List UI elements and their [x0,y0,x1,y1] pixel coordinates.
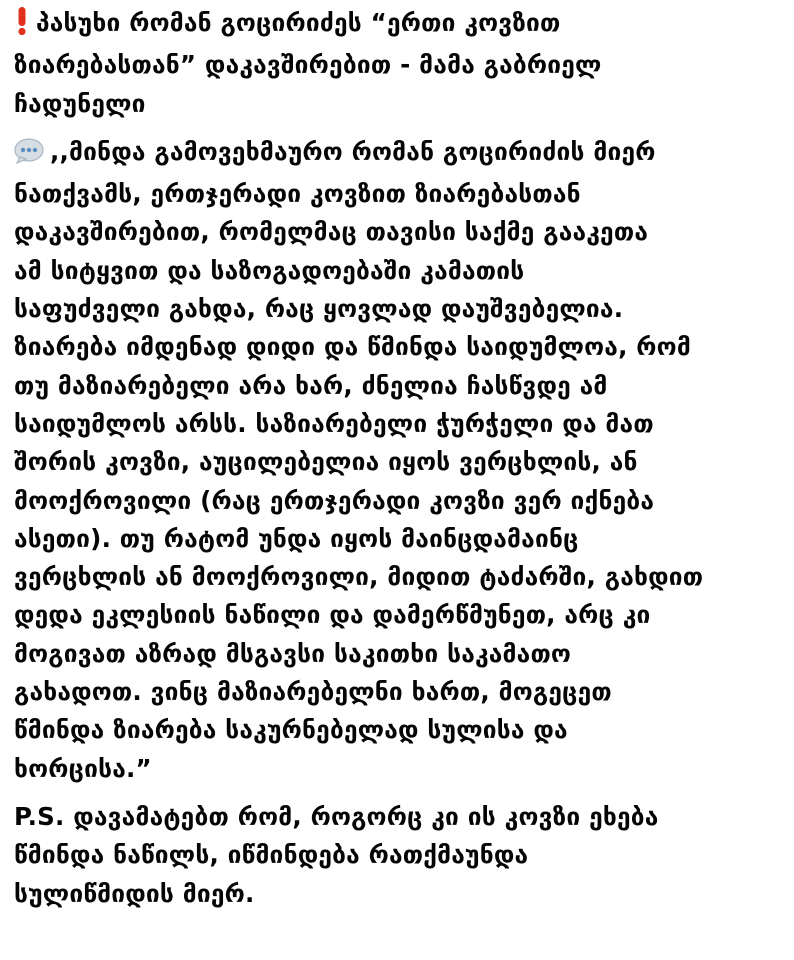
post-title [14,4,786,123]
post-body [14,4,786,913]
red-exclamation-icon [14,7,30,46]
quote-line-7: თუ მაზიარებელი არა ხარ, ძნელია ჩასწვდე ამ [14,370,608,400]
speech-bubble-icon [14,137,44,175]
title-line-3: ჩადუნელი [14,88,146,118]
quote-line-6: ზიარება იმდენად დიდი და წმინდა საიდუმლოა, რომ [14,332,691,362]
quote-line-17: ხორცისა.” [14,753,152,783]
quote-line-4: ამ სიტყვით და საზოგადოებაში კამათის [14,255,525,285]
title-line-1: პასუხი რომან გოცირიძეს “ერთი კოვზით [36,8,561,37]
quote-line-8: საიდუმლოს არსს. საზიარებელი ჭურჭელი და მათ [14,408,654,438]
quote-line-1: ,,მინდა გამოვეხმაურო რომან გოცირიძის მიერ [50,136,656,166]
quote-line-3: დაკავშირებით, რომელმაც თავისი საქმე გააკეთა [14,217,649,247]
postscript-line-1: P.S. დავამატებთ რომ, როგორც კი ის კოვზი ეხება [14,801,659,831]
quote-line-2: ნათქვამს, ერთჯერადი კოვზით ზიარებასთან [14,179,581,209]
quote-line-14: მოგივათ აზრად მსგავსი საკითხი საკამათო [14,638,572,668]
quote-line-12: ვერცხლის ან მოოქროვილი, მიდით ტაძარში, გახდით [14,562,704,592]
postscript-line-3: სულიწმიდის მიერ. [14,878,255,908]
title-line-2: ზიარებასთან” დაკავშირებით - მამა გაბრიელ [14,50,602,80]
quote-line-9: შორის კოვზი, აუცილებელია იყოს ვერცხლის, ან [14,447,638,477]
quote-line-10: მოოქროვილი (რაც ერთჯერადი კოვზი ვერ იქნება [14,485,655,515]
postscript-line-2: წმინდა ნაწილს, იწმინდება რათქმაუნდა [14,840,529,870]
quote-line-16: წმინდა ზიარება საკურნებელად სულისა და [14,715,568,745]
quote-line-11: ასეთი). თუ რატომ უნდა იყოს მაინცდამაინც [14,523,579,553]
quote-paragraph [14,133,786,788]
postscript-paragraph [14,798,786,913]
quote-line-15: გახადოთ. ვინც მაზიარებელნი ხართ, მოგეცეთ [14,677,612,707]
quote-line-5: საფუძველი გახდა, რაც ყოვლად დაუშვებელია. [14,294,624,324]
quote-line-13: დედა ეკლესიის ნაწილი და დამერწმუნეთ, არც კი [14,600,651,630]
